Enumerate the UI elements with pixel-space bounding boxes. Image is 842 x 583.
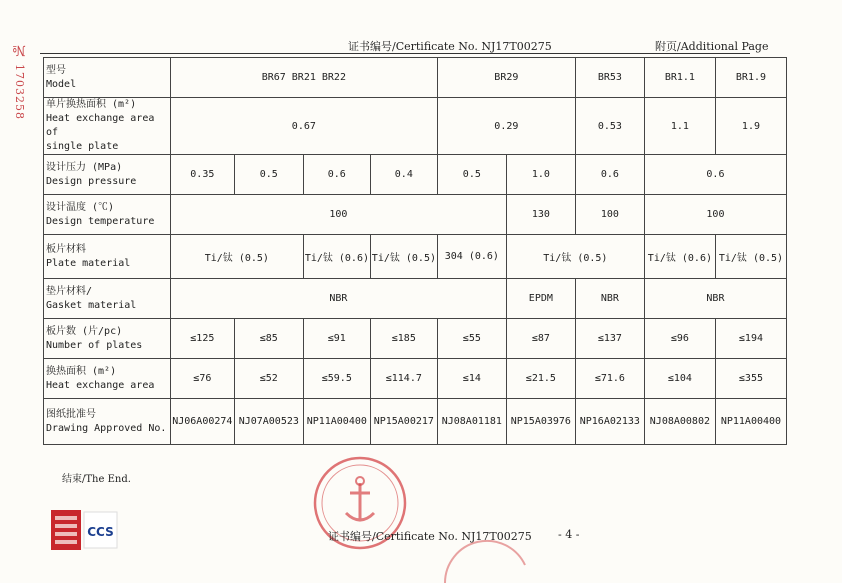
table-row-drawing-approved-no [44,399,787,445]
table-cell: Ti/钛 (0.5) [370,235,437,279]
table-cell: 100 [575,195,644,235]
row-label-line: Design pressure [46,175,137,187]
table-cell: NBR [644,279,786,319]
table-cell: EPDM [506,279,575,319]
svg-text:CCS: CCS [87,525,114,539]
table-cell: ≤21.5 [506,359,575,399]
footer-certificate-number: 证书编号/Certificate No. NJ17T00275 [328,530,532,543]
table-cell: BR29 [437,58,575,98]
row-label-line: 图纸批准号 [46,408,96,420]
table-cell: ≤137 [575,319,644,359]
table-cell: 1.1 [644,98,715,155]
ccs-logo [51,508,119,552]
table-cell: NJ06A00274 [170,399,234,445]
row-label-line: Design temperature [46,215,155,227]
table-cell: 100 [644,195,786,235]
row-label [44,279,171,319]
table-cell: ≤71.6 [575,359,644,399]
table-row-single-plate-area [44,98,787,155]
table-cell: BR67 BR21 BR22 [170,58,437,98]
table-cell: ≤59.5 [303,359,370,399]
table-cell: 0.4 [370,155,437,195]
row-label-line: Gasket material [46,299,137,311]
row-label-line: 板片材料 [46,243,86,255]
table-cell: 0.5 [437,155,506,195]
table-cell: NJ08A01181 [437,399,506,445]
table-cell: NP11A00400 [303,399,370,445]
row-label [44,155,171,195]
row-label-line: 板片数 (片/pc) [46,325,123,337]
row-label-line: single plate [46,141,119,152]
table-cell: NJ08A00802 [644,399,715,445]
row-label-line: 设计温度 (℃) [46,201,115,213]
table-cell: 0.29 [437,98,575,155]
table-cell: ≤85 [234,319,303,359]
table-cell: 0.6 [644,155,786,195]
table-cell: 0.67 [170,98,437,155]
row-label-line: Heat exchange area of [46,113,155,138]
row-label-line: Plate material [46,257,131,269]
table-row-number-of-plates [44,319,787,359]
table-cell: Ti/钛 (0.5) [170,235,303,279]
row-label-line: 垫片材料/ [46,285,93,297]
header-rule [40,53,750,54]
row-label [44,359,171,399]
table-cell: ≤14 [437,359,506,399]
table-cell: ≤52 [234,359,303,399]
row-label [44,319,171,359]
table-cell: 1.9 [715,98,786,155]
table-cell: 304 (0.6) [437,235,506,279]
serial-number [8,42,30,120]
end-text: 结束/The End. [62,474,131,485]
table-cell: 0.6 [303,155,370,195]
row-label-line: 换热面积 (m²) [46,365,117,377]
header-additional-page: 附页/Additional Page [655,40,769,53]
row-label [44,195,171,235]
table-cell: NP15A03976 [506,399,575,445]
table-cell: NBR [575,279,644,319]
row-label [44,98,171,155]
table-cell: Ti/钛 (0.6) [644,235,715,279]
table-cell: BR1.1 [644,58,715,98]
table-cell: ≤185 [370,319,437,359]
page-number: - 4 - [558,528,580,541]
table-row-plate-material [44,235,787,279]
table-cell: ≤55 [437,319,506,359]
table-row-design-pressure [44,155,787,195]
table-row-gasket-material [44,279,787,319]
table-row-heat-exchange-area [44,359,787,399]
row-label-line: Drawing Approved No. [46,422,167,434]
table-cell: ≤87 [506,319,575,359]
table-cell: Ti/钛 (0.5) [506,235,644,279]
table-cell: 0.5 [234,155,303,195]
table-cell: ≤125 [170,319,234,359]
table-row-model [44,58,787,98]
table-cell: 0.35 [170,155,234,195]
serial-value: 1703258 [13,64,26,120]
table-cell: 0.53 [575,98,644,155]
header-certificate-number: 证书编号/Certificate No. NJ17T00275 [348,40,552,53]
row-label-line: 型号 [46,64,66,76]
table-cell: BR53 [575,58,644,98]
table-cell: ≤104 [644,359,715,399]
table-cell: ≤114.7 [370,359,437,399]
table-cell: 130 [506,195,575,235]
table-cell: ≤76 [170,359,234,399]
row-label [44,58,171,98]
table-cell: 0.6 [575,155,644,195]
table-row-design-temperature [44,195,787,235]
row-label-line: Number of plates [46,339,143,351]
row-label-line: 设计压力 (MPa) [46,161,123,173]
table-cell: Ti/钛 (0.6) [303,235,370,279]
table-cell: NJ07A00523 [234,399,303,445]
table-cell: BR1.9 [715,58,786,98]
row-label [44,399,171,445]
specification-table [43,57,787,445]
table-cell: NP11A00400 [715,399,786,445]
table-cell: ≤355 [715,359,786,399]
row-label-line: 单片换热面积 (m²) [46,99,137,110]
table-cell: NP16A02133 [575,399,644,445]
table-cell: ≤194 [715,319,786,359]
row-label-line: Heat exchange area [46,379,155,391]
table-cell: 100 [170,195,506,235]
table-cell: ≤96 [644,319,715,359]
row-label [44,235,171,279]
table-cell: 1.0 [506,155,575,195]
table-cell: ≤91 [303,319,370,359]
row-label-line: Model [46,78,77,90]
table-cell: NP15A00217 [370,399,437,445]
serial-prefix: № [11,42,27,58]
table-cell: Ti/钛 (0.5) [715,235,786,279]
table-cell: NBR [170,279,506,319]
